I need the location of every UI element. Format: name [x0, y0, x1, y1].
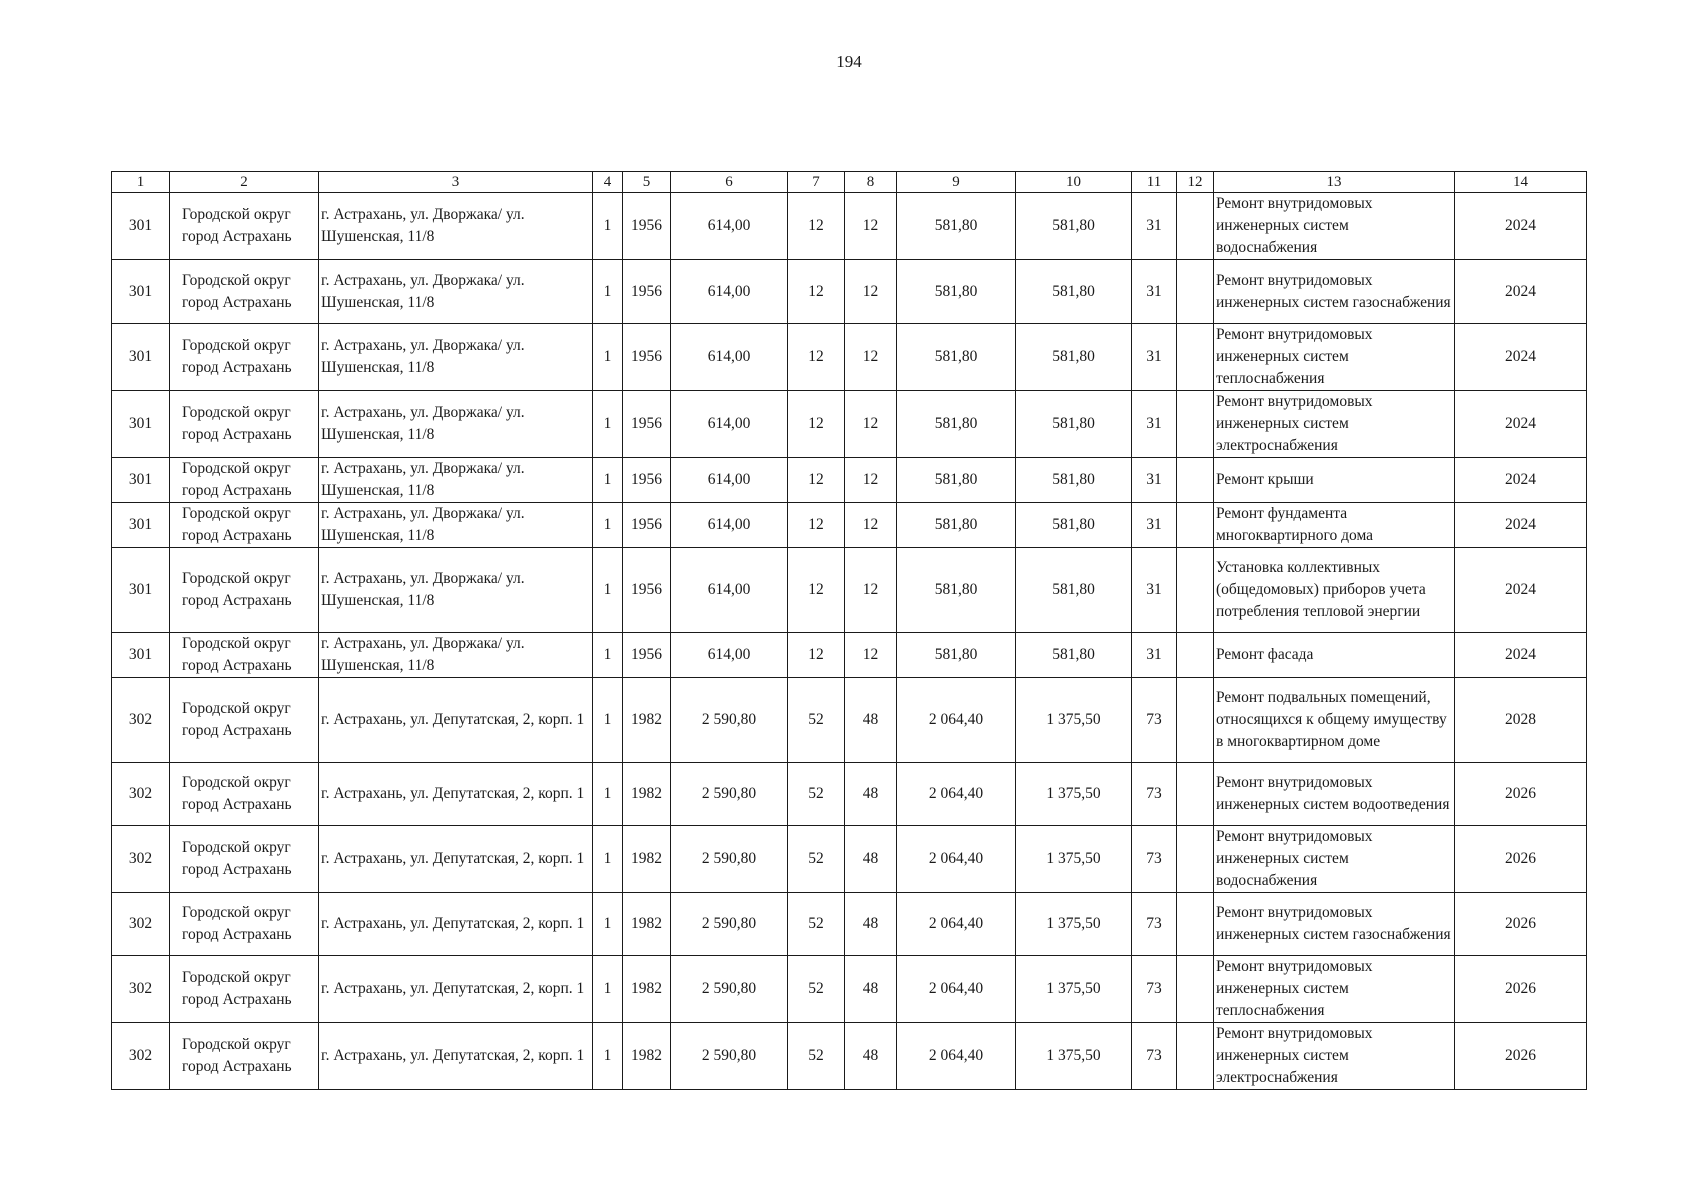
cell-private-area: 581,80 — [1016, 458, 1132, 503]
cell-residents-count: 73 — [1132, 1023, 1177, 1090]
cell-row-number: 302 — [112, 763, 170, 826]
cell-residents-count: 31 — [1132, 391, 1177, 458]
cell-total-area: 614,00 — [671, 633, 788, 678]
cell-row-number: 301 — [112, 633, 170, 678]
cell-apartments-count: 12 — [788, 503, 845, 548]
cell-address: г. Астрахань, ул. Дворжака/ ул. Шушенская, 11/8 — [319, 503, 593, 548]
cell-apartments-count: 52 — [788, 678, 845, 763]
cell-address: г. Астрахань, ул. Дворжака/ ул. Шушенская, 11/8 — [319, 260, 593, 324]
cell-residents-count: 73 — [1132, 763, 1177, 826]
cell-total-area: 614,00 — [671, 391, 788, 458]
cell-planned-year: 2024 — [1455, 391, 1587, 458]
cell-apartments-count: 52 — [788, 763, 845, 826]
cell-empty-col — [1177, 633, 1214, 678]
cell-row-number: 301 — [112, 391, 170, 458]
cell-address: г. Астрахань, ул. Депутатская, 2, корп. 1 — [319, 678, 593, 763]
column-header-12: 12 — [1177, 172, 1214, 193]
cell-residential-area: 2 064,40 — [897, 1023, 1016, 1090]
cell-apartments-count: 12 — [788, 458, 845, 503]
cell-residential-count: 48 — [845, 956, 897, 1023]
cell-total-area: 2 590,80 — [671, 826, 788, 893]
cell-apartments-count: 52 — [788, 893, 845, 956]
cell-building-count: 1 — [593, 391, 623, 458]
cell-residential-area: 2 064,40 — [897, 893, 1016, 956]
table-row — [112, 826, 1587, 893]
cell-year-built: 1982 — [623, 826, 671, 893]
cell-residents-count: 31 — [1132, 324, 1177, 391]
cell-planned-year: 2026 — [1455, 956, 1587, 1023]
cell-residential-count: 48 — [845, 678, 897, 763]
cell-residents-count: 73 — [1132, 956, 1177, 1023]
cell-residential-count: 12 — [845, 548, 897, 633]
cell-municipality: Городской округ город Астрахань — [170, 458, 319, 503]
cell-year-built: 1956 — [623, 633, 671, 678]
cell-empty-col — [1177, 324, 1214, 391]
cell-municipality: Городской округ город Астрахань — [170, 678, 319, 763]
cell-empty-col — [1177, 548, 1214, 633]
cell-planned-year: 2024 — [1455, 260, 1587, 324]
cell-total-area: 614,00 — [671, 193, 788, 260]
cell-residential-area: 581,80 — [897, 548, 1016, 633]
cell-residential-area: 2 064,40 — [897, 826, 1016, 893]
cell-row-number: 302 — [112, 893, 170, 956]
cell-private-area: 1 375,50 — [1016, 1023, 1132, 1090]
cell-total-area: 2 590,80 — [671, 956, 788, 1023]
cell-planned-year: 2026 — [1455, 826, 1587, 893]
cell-residents-count: 31 — [1132, 193, 1177, 260]
cell-row-number: 301 — [112, 503, 170, 548]
cell-work-type: Ремонт внутридомовых инженерных систем электроснабжения — [1214, 391, 1455, 458]
cell-residents-count: 31 — [1132, 503, 1177, 548]
cell-work-type: Ремонт внутридомовых инженерных систем газоснабжения — [1214, 260, 1455, 324]
cell-empty-col — [1177, 503, 1214, 548]
table-body — [112, 193, 1587, 1090]
column-header-7: 7 — [788, 172, 845, 193]
cell-address: г. Астрахань, ул. Дворжака/ ул. Шушенская, 11/8 — [319, 324, 593, 391]
cell-building-count: 1 — [593, 1023, 623, 1090]
cell-building-count: 1 — [593, 458, 623, 503]
cell-total-area: 614,00 — [671, 458, 788, 503]
cell-municipality: Городской округ город Астрахань — [170, 956, 319, 1023]
cell-municipality: Городской округ город Астрахань — [170, 548, 319, 633]
cell-year-built: 1956 — [623, 193, 671, 260]
cell-empty-col — [1177, 678, 1214, 763]
cell-planned-year: 2024 — [1455, 548, 1587, 633]
cell-apartments-count: 52 — [788, 826, 845, 893]
cell-private-area: 581,80 — [1016, 633, 1132, 678]
cell-building-count: 1 — [593, 633, 623, 678]
cell-year-built: 1956 — [623, 458, 671, 503]
cell-planned-year: 2024 — [1455, 458, 1587, 503]
cell-residents-count: 73 — [1132, 826, 1177, 893]
cell-apartments-count: 52 — [788, 1023, 845, 1090]
cell-planned-year: 2024 — [1455, 324, 1587, 391]
cell-row-number: 301 — [112, 260, 170, 324]
cell-year-built: 1982 — [623, 1023, 671, 1090]
cell-row-number: 302 — [112, 678, 170, 763]
cell-apartments-count: 12 — [788, 193, 845, 260]
cell-private-area: 1 375,50 — [1016, 678, 1132, 763]
cell-municipality: Городской округ город Астрахань — [170, 193, 319, 260]
cell-year-built: 1956 — [623, 391, 671, 458]
cell-building-count: 1 — [593, 956, 623, 1023]
cell-residential-area: 2 064,40 — [897, 956, 1016, 1023]
cell-work-type: Ремонт внутридомовых инженерных систем электроснабжения — [1214, 1023, 1455, 1090]
cell-apartments-count: 12 — [788, 324, 845, 391]
cell-residential-count: 48 — [845, 893, 897, 956]
cell-residential-area: 581,80 — [897, 391, 1016, 458]
cell-residents-count: 31 — [1132, 548, 1177, 633]
cell-building-count: 1 — [593, 503, 623, 548]
cell-planned-year: 2028 — [1455, 678, 1587, 763]
cell-row-number: 302 — [112, 1023, 170, 1090]
cell-residential-count: 48 — [845, 763, 897, 826]
cell-residents-count: 31 — [1132, 633, 1177, 678]
cell-empty-col — [1177, 826, 1214, 893]
cell-residential-area: 581,80 — [897, 633, 1016, 678]
cell-apartments-count: 12 — [788, 548, 845, 633]
cell-private-area: 581,80 — [1016, 548, 1132, 633]
cell-planned-year: 2026 — [1455, 1023, 1587, 1090]
cell-private-area: 581,80 — [1016, 260, 1132, 324]
cell-residents-count: 31 — [1132, 458, 1177, 503]
cell-address: г. Астрахань, ул. Депутатская, 2, корп. 1 — [319, 1023, 593, 1090]
column-header-2: 2 — [170, 172, 319, 193]
cell-empty-col — [1177, 260, 1214, 324]
cell-residential-area: 2 064,40 — [897, 763, 1016, 826]
cell-building-count: 1 — [593, 826, 623, 893]
cell-municipality: Городской округ город Астрахань — [170, 324, 319, 391]
cell-address: г. Астрахань, ул. Дворжака/ ул. Шушенская, 11/8 — [319, 391, 593, 458]
table-row — [112, 391, 1587, 458]
cell-residents-count: 73 — [1132, 678, 1177, 763]
table-row — [112, 503, 1587, 548]
cell-residential-area: 581,80 — [897, 193, 1016, 260]
table-row — [112, 956, 1587, 1023]
cell-work-type: Ремонт внутридомовых инженерных систем теплоснабжения — [1214, 956, 1455, 1023]
cell-year-built: 1982 — [623, 678, 671, 763]
cell-address: г. Астрахань, ул. Депутатская, 2, корп. 1 — [319, 893, 593, 956]
cell-work-type: Ремонт фундамента многоквартирного дома — [1214, 503, 1455, 548]
cell-work-type: Ремонт крыши — [1214, 458, 1455, 503]
cell-work-type: Ремонт фасада — [1214, 633, 1455, 678]
cell-building-count: 1 — [593, 548, 623, 633]
cell-municipality: Городской округ город Астрахань — [170, 826, 319, 893]
column-header-11: 11 — [1132, 172, 1177, 193]
cell-address: г. Астрахань, ул. Депутатская, 2, корп. 1 — [319, 826, 593, 893]
table-row — [112, 458, 1587, 503]
cell-work-type: Ремонт внутридомовых инженерных систем водоотведения — [1214, 763, 1455, 826]
table-row — [112, 193, 1587, 260]
cell-empty-col — [1177, 893, 1214, 956]
table-row — [112, 678, 1587, 763]
cell-total-area: 2 590,80 — [671, 763, 788, 826]
cell-row-number: 301 — [112, 458, 170, 503]
cell-private-area: 581,80 — [1016, 503, 1132, 548]
cell-row-number: 302 — [112, 826, 170, 893]
cell-residential-count: 12 — [845, 458, 897, 503]
cell-residential-area: 581,80 — [897, 260, 1016, 324]
cell-building-count: 1 — [593, 893, 623, 956]
cell-residents-count: 31 — [1132, 260, 1177, 324]
cell-private-area: 1 375,50 — [1016, 893, 1132, 956]
cell-planned-year: 2024 — [1455, 633, 1587, 678]
cell-work-type: Ремонт внутридомовых инженерных систем водоснабжения — [1214, 193, 1455, 260]
cell-total-area: 2 590,80 — [671, 893, 788, 956]
cell-address: г. Астрахань, ул. Депутатская, 2, корп. 1 — [319, 956, 593, 1023]
cell-apartments-count: 52 — [788, 956, 845, 1023]
cell-residential-count: 12 — [845, 324, 897, 391]
cell-residents-count: 73 — [1132, 893, 1177, 956]
cell-municipality: Городской округ город Астрахань — [170, 391, 319, 458]
column-header-9: 9 — [897, 172, 1016, 193]
cell-total-area: 2 590,80 — [671, 1023, 788, 1090]
column-header-13: 13 — [1214, 172, 1455, 193]
cell-year-built: 1956 — [623, 548, 671, 633]
cell-empty-col — [1177, 1023, 1214, 1090]
cell-year-built: 1982 — [623, 893, 671, 956]
cell-residential-count: 12 — [845, 503, 897, 548]
cell-residential-count: 12 — [845, 633, 897, 678]
cell-total-area: 2 590,80 — [671, 678, 788, 763]
cell-address: г. Астрахань, ул. Дворжака/ ул. Шушенская, 11/8 — [319, 458, 593, 503]
cell-empty-col — [1177, 458, 1214, 503]
cell-empty-col — [1177, 763, 1214, 826]
table-row — [112, 763, 1587, 826]
cell-private-area: 581,80 — [1016, 324, 1132, 391]
cell-residential-count: 12 — [845, 260, 897, 324]
cell-building-count: 1 — [593, 324, 623, 391]
table-row — [112, 633, 1587, 678]
table-row — [112, 324, 1587, 391]
cell-private-area: 1 375,50 — [1016, 826, 1132, 893]
cell-residential-area: 581,80 — [897, 458, 1016, 503]
cell-empty-col — [1177, 193, 1214, 260]
cell-apartments-count: 12 — [788, 633, 845, 678]
cell-work-type: Установка коллективных (общедомовых) приборов учета потребления тепловой энергии — [1214, 548, 1455, 633]
cell-year-built: 1982 — [623, 956, 671, 1023]
column-header-5: 5 — [623, 172, 671, 193]
cell-row-number: 301 — [112, 548, 170, 633]
cell-empty-col — [1177, 391, 1214, 458]
table-row — [112, 1023, 1587, 1090]
cell-residential-area: 581,80 — [897, 503, 1016, 548]
table-row — [112, 893, 1587, 956]
cell-residential-count: 48 — [845, 826, 897, 893]
column-header-6: 6 — [671, 172, 788, 193]
page-number: 194 — [836, 52, 862, 71]
cell-year-built: 1956 — [623, 324, 671, 391]
cell-municipality: Городской округ город Астрахань — [170, 1023, 319, 1090]
column-header-8: 8 — [845, 172, 897, 193]
cell-apartments-count: 12 — [788, 260, 845, 324]
cell-planned-year: 2024 — [1455, 193, 1587, 260]
cell-residential-count: 12 — [845, 193, 897, 260]
cell-apartments-count: 12 — [788, 391, 845, 458]
cell-municipality: Городской округ город Астрахань — [170, 633, 319, 678]
column-header-1: 1 — [112, 172, 170, 193]
cell-private-area: 581,80 — [1016, 391, 1132, 458]
cell-year-built: 1982 — [623, 763, 671, 826]
cell-residential-count: 48 — [845, 1023, 897, 1090]
cell-total-area: 614,00 — [671, 503, 788, 548]
cell-residential-count: 12 — [845, 391, 897, 458]
cell-building-count: 1 — [593, 763, 623, 826]
cell-row-number: 302 — [112, 956, 170, 1023]
cell-address: г. Астрахань, ул. Дворжака/ ул. Шушенская, 11/8 — [319, 193, 593, 260]
cell-building-count: 1 — [593, 678, 623, 763]
column-header-14: 14 — [1455, 172, 1587, 193]
cell-work-type: Ремонт внутридомовых инженерных систем теплоснабжения — [1214, 324, 1455, 391]
cell-empty-col — [1177, 956, 1214, 1023]
cell-total-area: 614,00 — [671, 548, 788, 633]
table-row — [112, 260, 1587, 324]
cell-address: г. Астрахань, ул. Дворжака/ ул. Шушенская, 11/8 — [319, 633, 593, 678]
repair-schedule-table — [111, 171, 1587, 1090]
cell-year-built: 1956 — [623, 503, 671, 548]
column-header-4: 4 — [593, 172, 623, 193]
cell-work-type: Ремонт подвальных помещений, относящихся к общему имуществу в многоквартирном доме — [1214, 678, 1455, 763]
cell-address: г. Астрахань, ул. Депутатская, 2, корп. 1 — [319, 763, 593, 826]
column-header-3: 3 — [319, 172, 593, 193]
cell-residential-area: 581,80 — [897, 324, 1016, 391]
cell-residential-area: 2 064,40 — [897, 678, 1016, 763]
cell-private-area: 1 375,50 — [1016, 763, 1132, 826]
cell-row-number: 301 — [112, 193, 170, 260]
table-row — [112, 548, 1587, 633]
cell-municipality: Городской округ город Астрахань — [170, 260, 319, 324]
cell-private-area: 1 375,50 — [1016, 956, 1132, 1023]
cell-work-type: Ремонт внутридомовых инженерных систем газоснабжения — [1214, 893, 1455, 956]
cell-municipality: Городской округ город Астрахань — [170, 503, 319, 548]
cell-planned-year: 2026 — [1455, 893, 1587, 956]
cell-work-type: Ремонт внутридомовых инженерных систем водоснабжения — [1214, 826, 1455, 893]
cell-municipality: Городской округ город Астрахань — [170, 763, 319, 826]
cell-planned-year: 2026 — [1455, 763, 1587, 826]
cell-total-area: 614,00 — [671, 324, 788, 391]
cell-address: г. Астрахань, ул. Дворжака/ ул. Шушенская, 11/8 — [319, 548, 593, 633]
cell-private-area: 581,80 — [1016, 193, 1132, 260]
header-row — [112, 172, 1587, 193]
cell-building-count: 1 — [593, 260, 623, 324]
cell-row-number: 301 — [112, 324, 170, 391]
cell-planned-year: 2024 — [1455, 503, 1587, 548]
cell-year-built: 1956 — [623, 260, 671, 324]
column-header-10: 10 — [1016, 172, 1132, 193]
cell-building-count: 1 — [593, 193, 623, 260]
cell-municipality: Городской округ город Астрахань — [170, 893, 319, 956]
cell-total-area: 614,00 — [671, 260, 788, 324]
